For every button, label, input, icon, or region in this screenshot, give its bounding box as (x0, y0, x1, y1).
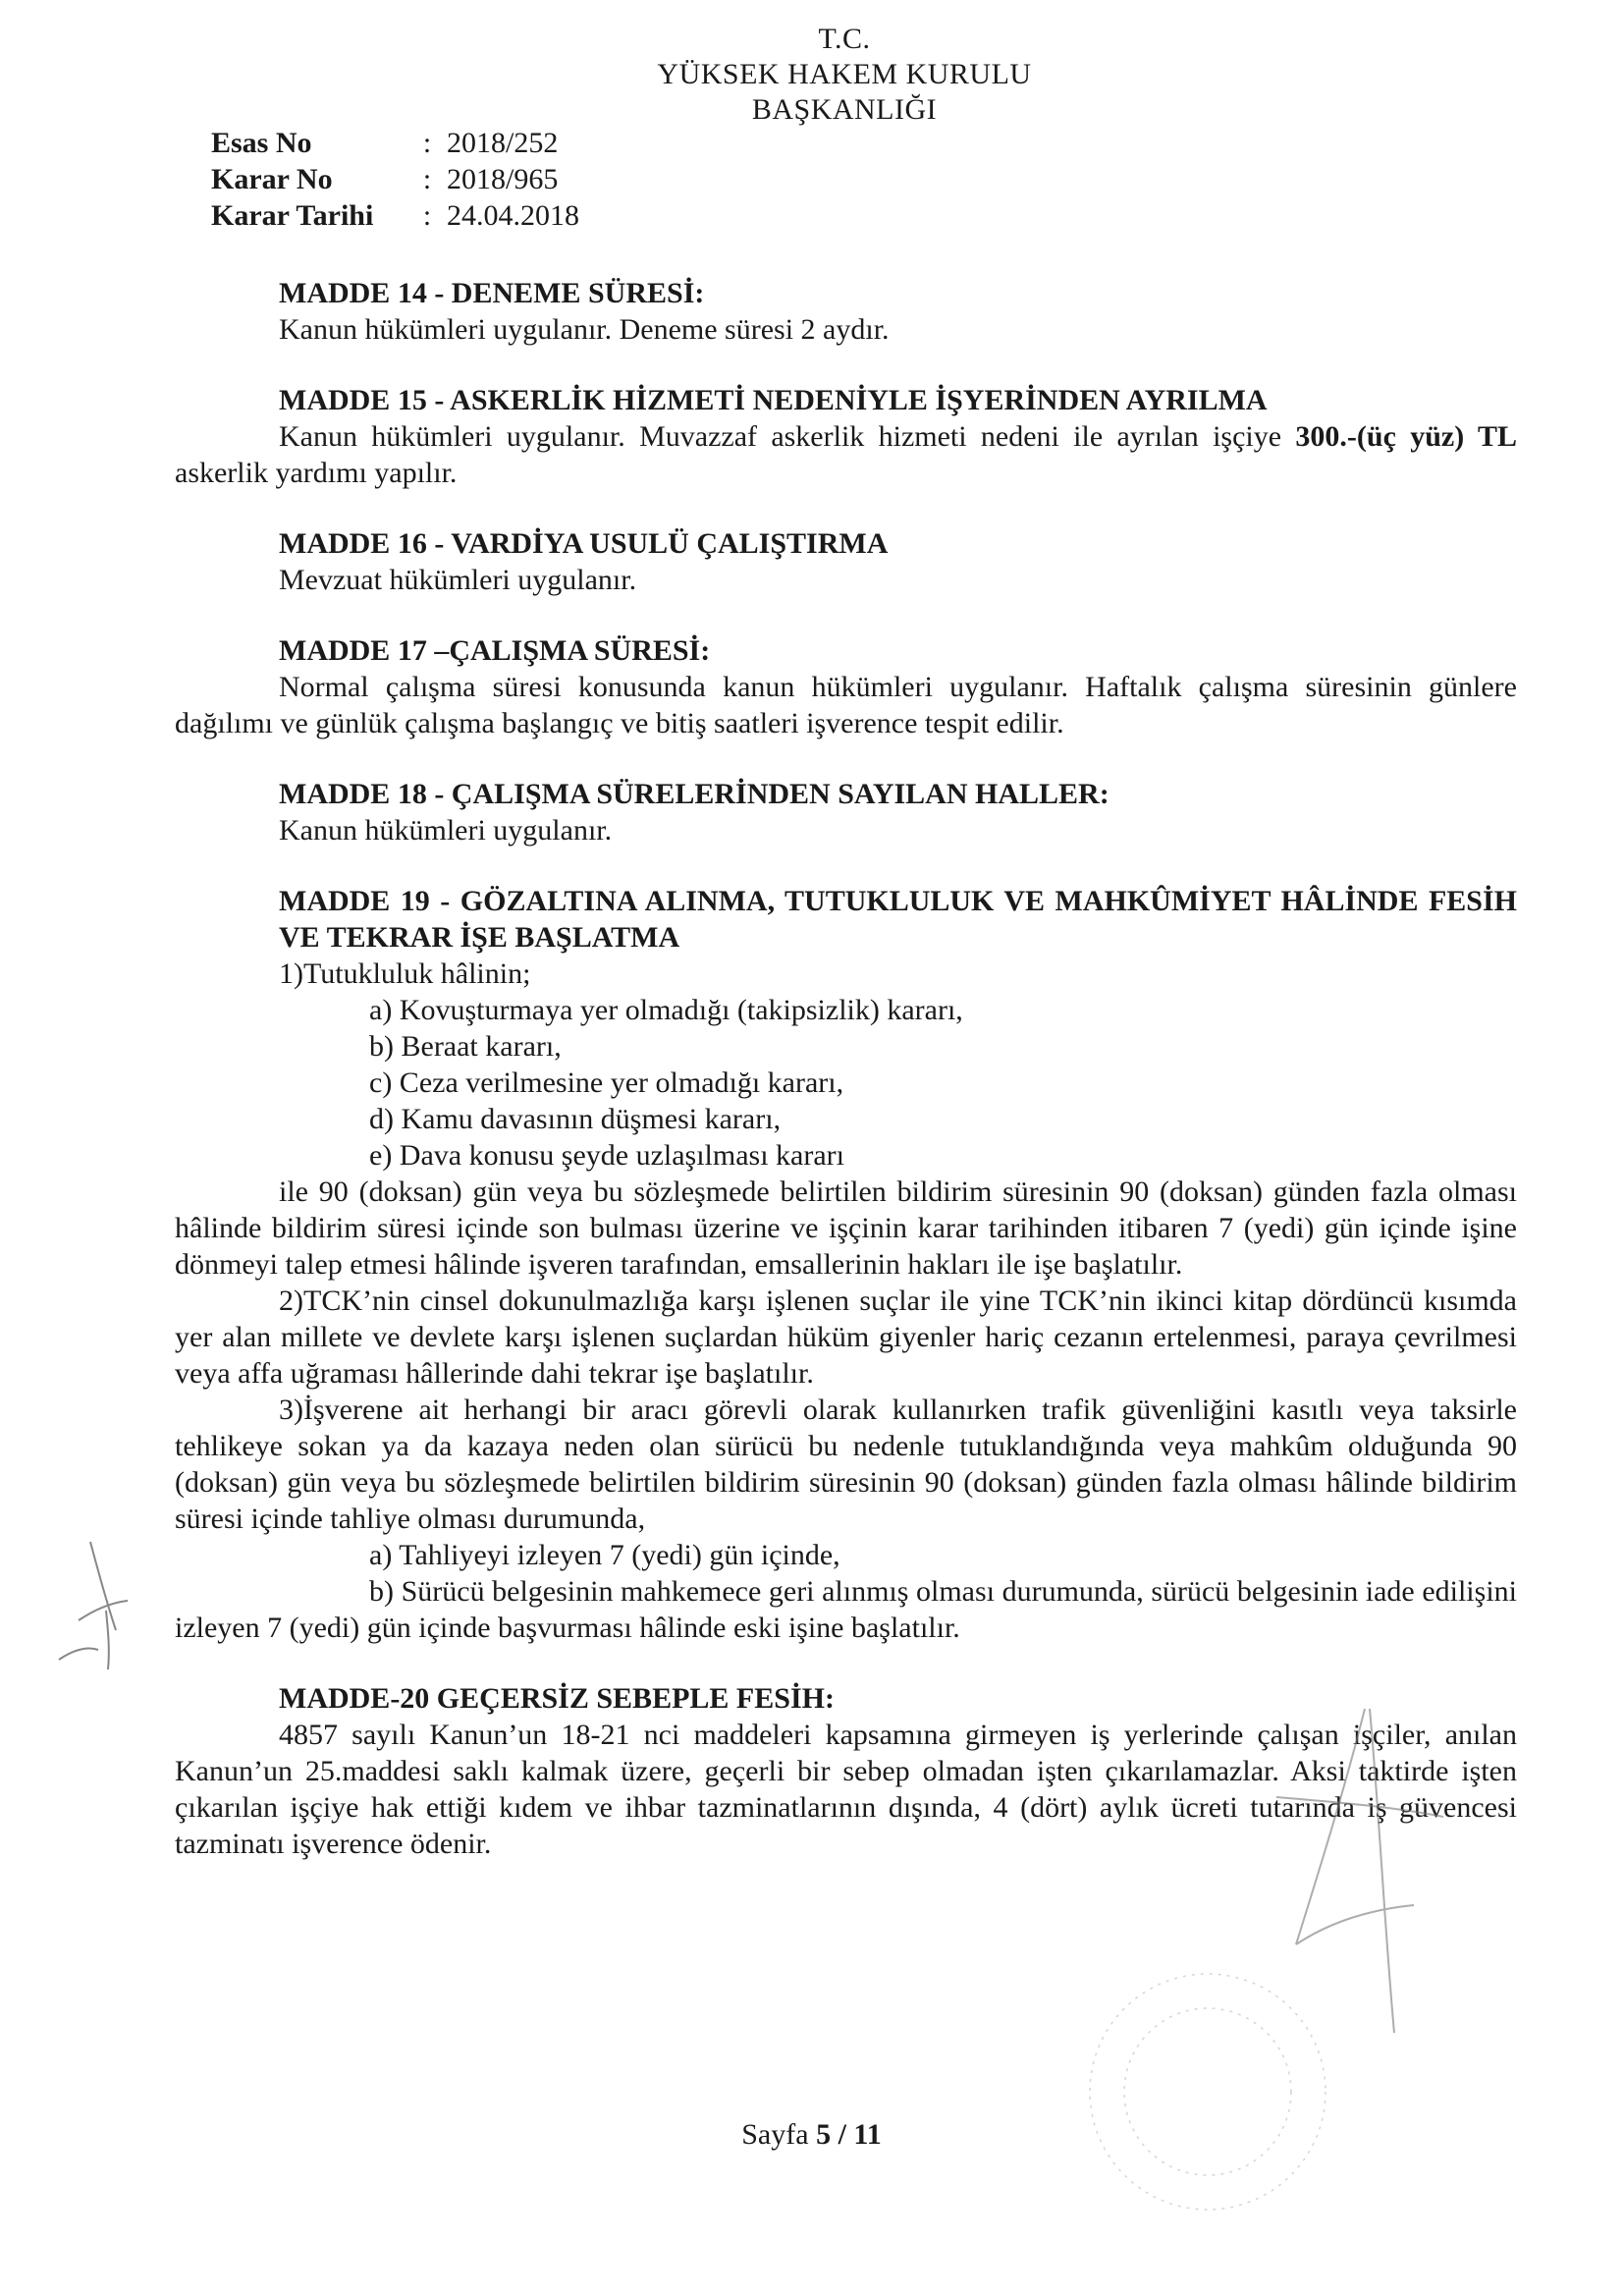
header-line-tc: T.C. (818, 23, 871, 55)
meta-separator: : (422, 163, 432, 195)
article-title: MADDE 14 - DENEME SÜRESİ: (279, 277, 705, 309)
article-text-part: askerlik yardımı yapılır. (175, 457, 458, 489)
list-item: b) Beraat kararı, (369, 1030, 562, 1063)
article-text (175, 418, 1517, 491)
article-20 (175, 1680, 1517, 1862)
meta-value: 24.04.2018 (447, 199, 579, 232)
meta-value: 2018/965 (447, 163, 559, 195)
article-title: MADDE 17 –ÇALIŞMA SÜRESİ: (279, 634, 711, 667)
article-title: MADDE 15 - ASKERLİK HİZMETİ NEDENİYLE İŞYERİNDEN AYRILMA (279, 384, 1268, 416)
article-text-part: Kanun hükümleri uygulanır. Muvazzaf askerlik hizmeti nedeni ile ayrılan işçiye (279, 420, 1296, 453)
meta-row-tarih (211, 197, 579, 234)
list-item: a) Kovuşturmaya yer olmadığı (takipsizlik) kararı, (369, 994, 963, 1026)
article-text-bold: 300.-(üç yüz) TL (1295, 420, 1517, 453)
list-item: a) Tahliyeyi izleyen 7 (yedi) gün içinde, (369, 1539, 840, 1571)
header-line-presidency: BAŞKANLIĞI (751, 93, 938, 126)
article-text: Kanun hükümleri uygulanır. (279, 814, 613, 847)
meta-row-karar (211, 161, 579, 197)
meta-value: 2018/252 (447, 127, 559, 159)
stamp-mark (1090, 1974, 1325, 2210)
article-16 (175, 525, 1517, 598)
article-19 (175, 883, 1517, 1646)
case-meta (211, 125, 579, 234)
article-title: MADDE-20 GEÇERSİZ SEBEPLE FESİH: (279, 1682, 835, 1715)
document-header (550, 22, 1139, 128)
meta-separator: : (422, 127, 432, 159)
header-line-institution: YÜKSEK HAKEM KURULU (657, 58, 1032, 90)
article-paragraph-1-intro: 1)Tutukluluk hâlinin; (279, 957, 531, 990)
page-label: Sayfa (741, 2118, 809, 2151)
page-number: 5 / 11 (816, 2118, 882, 2151)
document-body (175, 275, 1517, 1896)
meta-label: Karar Tarihi (211, 199, 374, 232)
list-item: e) Dava konusu şeyde uzlaşılması kararı (369, 1139, 844, 1172)
meta-label: Esas No (211, 127, 312, 159)
article-14 (175, 275, 1517, 348)
meta-row-esas (211, 125, 579, 161)
meta-separator: : (422, 199, 432, 232)
article-text: Mevzuat hükümleri uygulanır. (279, 564, 637, 596)
article-text: 4857 sayılı Kanun’un 18-21 nci maddeleri kapsamına girmeyen iş yerlerinde çalışan işçiler, anılan Kanun’un 25.maddesi saklı kalmak üzere, geçerli bir sebep olmadan işten çıkarılamazlar. Aksi taktirde işten çıkarılan işçiye hak ettiği kıdem ve ihbar tazminatlarının dışında, 4 (dört) aylık ücreti tutarında iş güvencesi tazminatı işverence ödenir. (175, 1719, 1517, 1860)
list-item: c) Ceza verilmesine yer olmadığı kararı, (369, 1066, 844, 1099)
meta-label: Karar No (211, 163, 333, 195)
article-text: Kanun hükümleri uygulanır. Deneme süresi 2 aydır. (279, 313, 890, 346)
article-17 (175, 632, 1517, 741)
article-title: MADDE 18 - ÇALIŞMA SÜRELERİNDEN SAYILAN HALLER: (279, 778, 1109, 810)
list-item: b) Sürücü belgesinin mahkemece geri alınmış olması durumunda, sürücü belgesinin iade edilişini izleyen 7 (yedi) gün içinde başvurması hâlinde eski işine başlatılır. (175, 1575, 1517, 1644)
article-15 (175, 382, 1517, 491)
page-footer (0, 2118, 1623, 2152)
article-text: Normal çalışma süresi konusunda kanun hükümleri uygulanır. Haftalık çalışma süresinin günlere dağılımı ve günlük çalışma başlangıç ve bitiş saatleri işverence tespit edilir. (175, 671, 1517, 739)
article-title: MADDE 16 - VARDİYA USULÜ ÇALIŞTIRMA (279, 527, 889, 560)
article-title: MADDE 19 - GÖZALTINA ALINMA, TUTUKLULUK VE MAHKÛMİYET HÂLİNDE FESİH VE TEKRAR İŞE BAŞLATMA (279, 885, 1517, 954)
list-item: d) Kamu davasının düşmesi kararı, (369, 1103, 782, 1135)
article-paragraph-2: 2)TCK’nin cinsel dokunulmazlığa karşı işlenen suçlar ile yine TCK’nin ikinci kitap dördüncü kısımda yer alan millete ve devlete karşı işlenen suçlardan hüküm giyenler hariç cezanın ertelenmesi, paraya çevrilmesi veya affa uğraması hâllerinde dahi tekrar işe başlatılır. (175, 1285, 1517, 1390)
article-paragraph-3: 3)İşverene ait herhangi bir aracı görevli olarak kullanırken trafik güvenliğini kasıtlı veya taksirle tehlikeye sokan ya da kazaya neden olan sürücü bu nedenle tutuklandığında veya mahkûm olduğunda 90 (doksan) gün veya bu sözleşmede belirtilen bildirim süresinin 90 (doksan) günden fazla olması hâlinde bildirim süresi içinde tahliye olması durumunda, (175, 1394, 1517, 1535)
margin-initial-mark (59, 1542, 128, 1669)
article-paragraph-1: ile 90 (doksan) gün veya bu sözleşmede belirtilen bildirim süresinin 90 (doksan) günden fazla olması hâlinde bildirim süresi içinde son bulması üzerine ve işçinin karar tarihinden itibaren 7 (yedi) gün içinde işine dönmeyi talep etmesi hâlinde işveren tarafından, emsallerinin hakları ile işe başlatılır. (175, 1175, 1517, 1281)
article-18 (175, 776, 1517, 848)
